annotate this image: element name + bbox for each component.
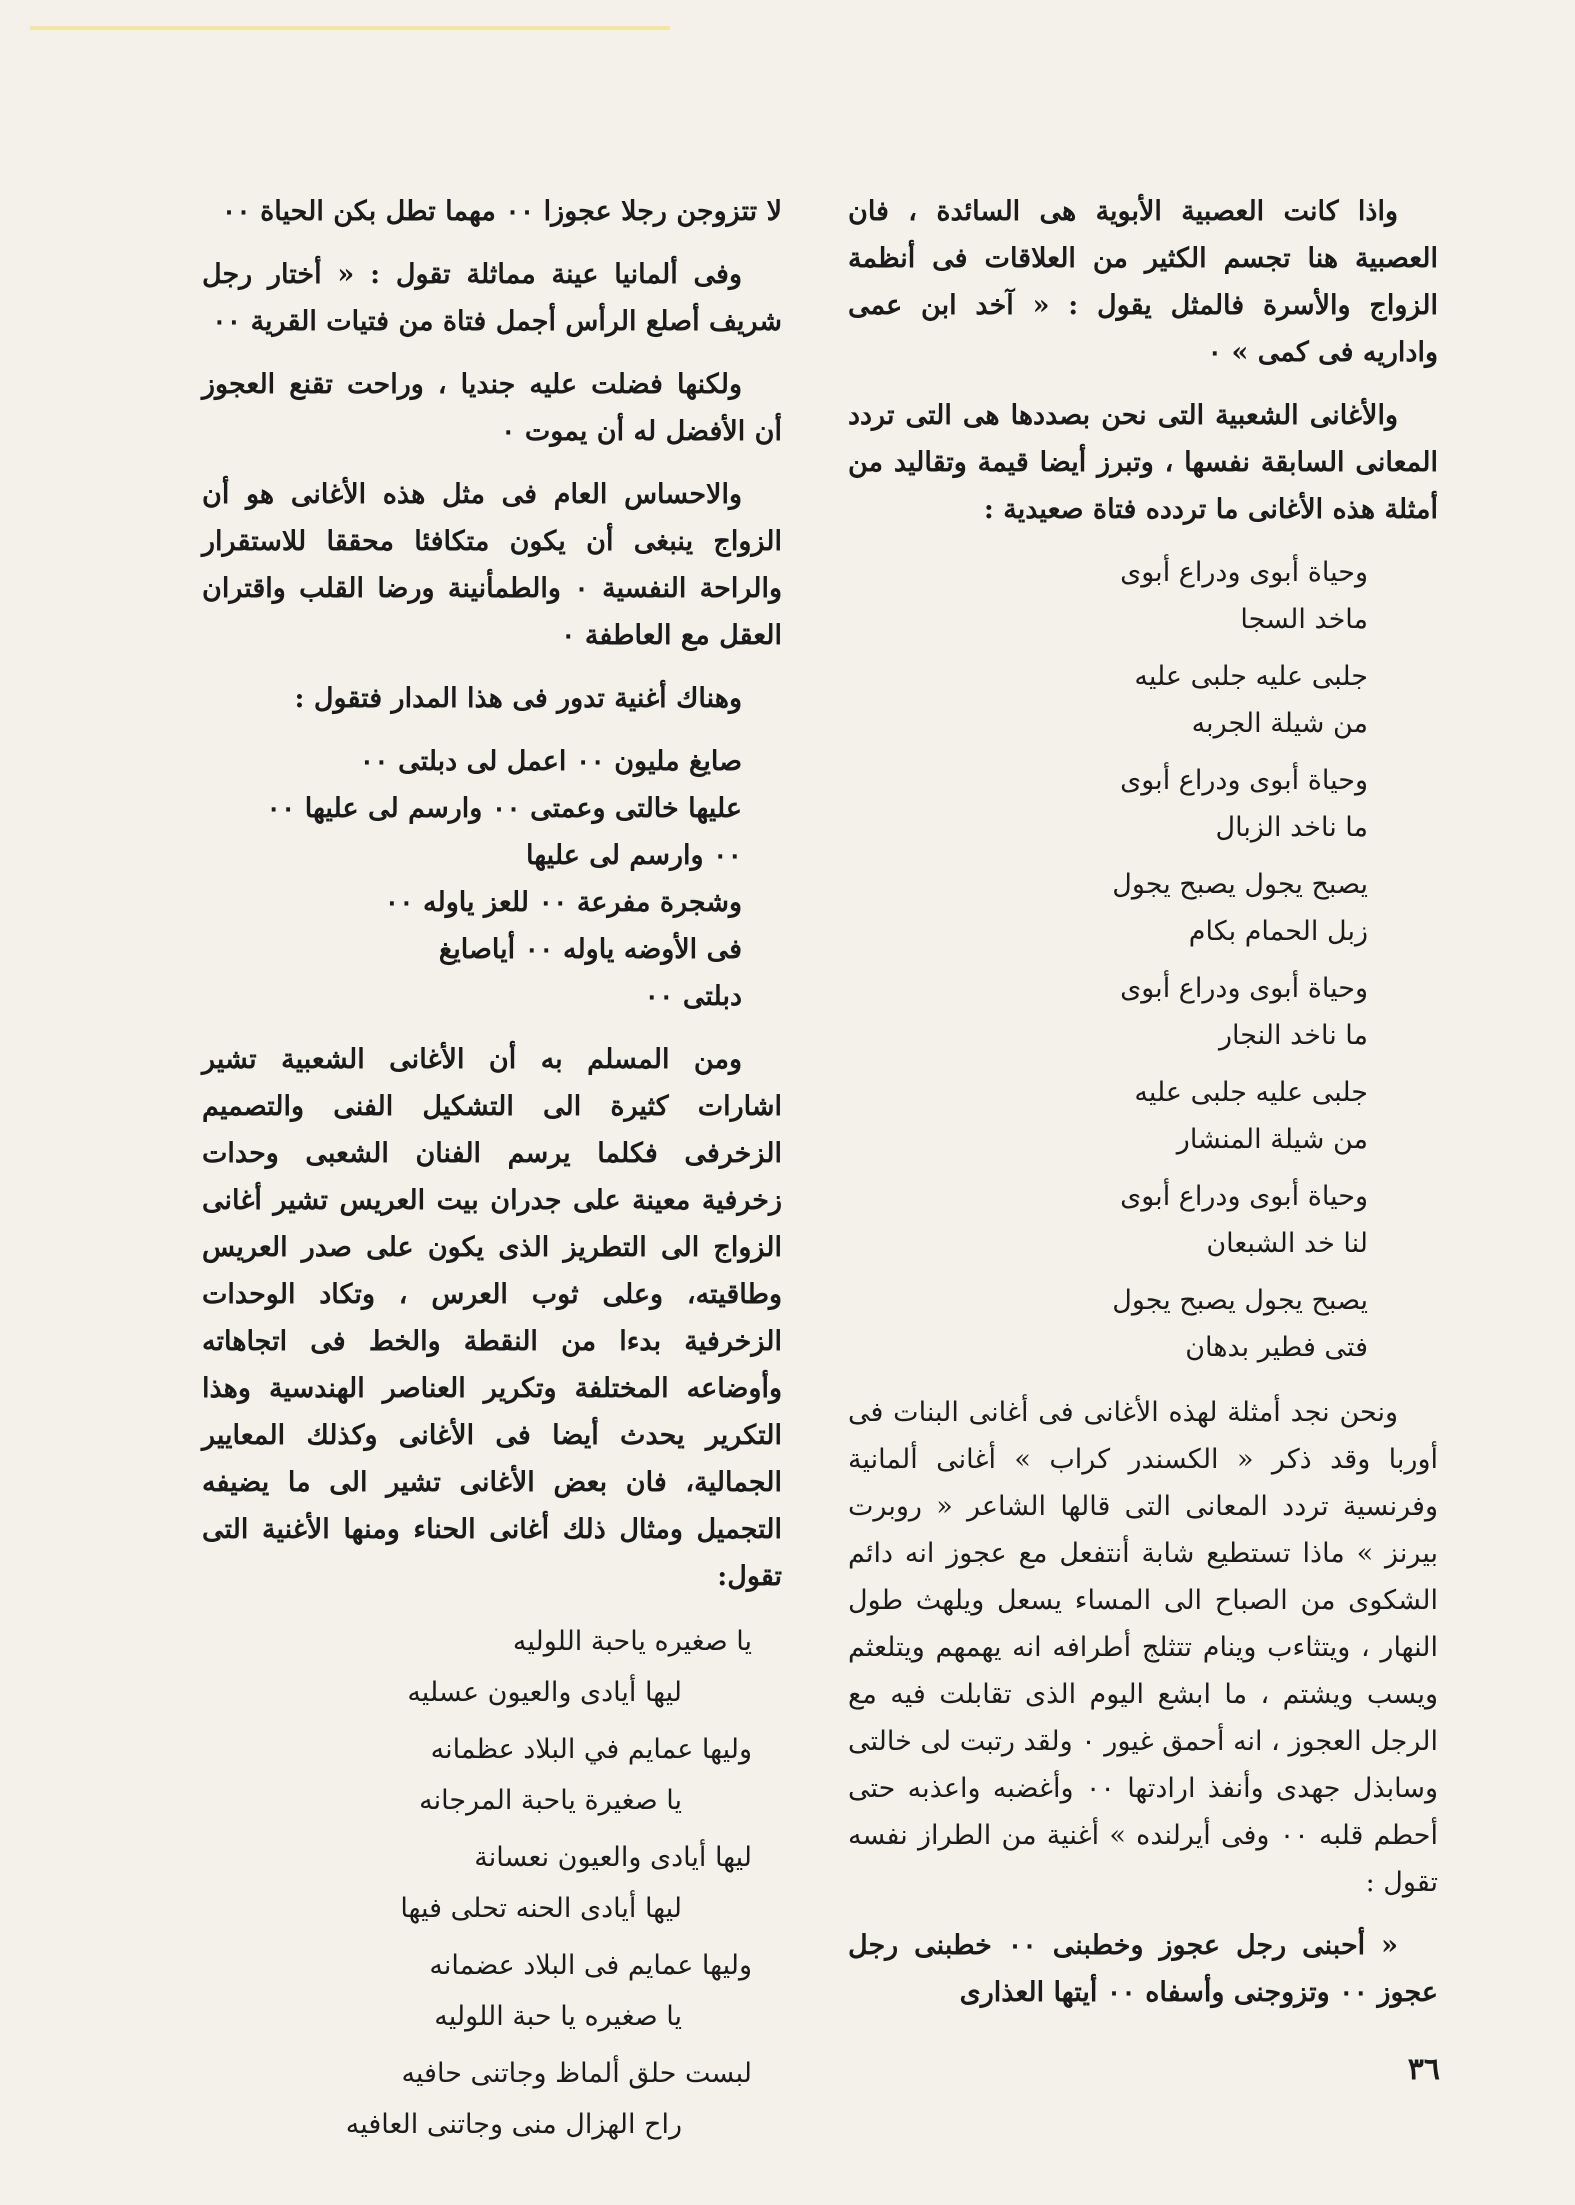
page-number: ٣٦: [1407, 2052, 1440, 2087]
song-paragraph: [202, 738, 782, 1020]
song-fragment: فى الأوضه ياوله ٠٠ أياصايغ: [438, 934, 742, 965]
song-fragment: وشجرة مفرعة ٠٠ للعز ياوله ٠٠: [384, 887, 742, 918]
verse-line: من شيلة المنشار: [1176, 1124, 1368, 1155]
paragraph: ولكنها فضلت عليه جنديا ، وراحت تقنع العجوز أن الأفضل له أن يموت ٠: [202, 369, 782, 447]
verse-line: ما ناخد الزبال: [1215, 812, 1368, 843]
paragraph: ومن المسلم به أن الأغانى الشعبية تشير اشارات كثيرة الى التشكيل الفنى والتصميم الزخرفى فكلما يرسم الفنان الشعبى وحدات زخرفية معينة على جدران بيت العريس تشير أغانى الزواج الى التطريز الذى يكون على صدر العريس وطاقيته، وعلى ثوب العرس ، وتكاد الوحدات الزخرفية بدءا من النقطة والخط فى اتجاهاته وأوضاعه المختلفة وتكرير العناصر الهندسية وهذا التكرير يحدث أيضا فى الأغانى وكذلك المعايير الجمالية، فان بعض الأغانى تشير الى ما يضيفه التجميل ومثال ذلك أغانى الحناء ومنها الأغنية التى تقول:: [202, 1044, 782, 1592]
verse-line: ماخد السجا: [1240, 604, 1368, 635]
song-fragment: ٠٠ وارسم لى عليها: [526, 840, 742, 871]
song-fragment: صايغ مليون ٠٠ اعمل لى دبلتى ٠٠: [359, 746, 742, 777]
verse-line: فتى فطير بدهان: [1185, 1332, 1368, 1363]
verse-line: يا صغيرة ياحبة المرجانه: [419, 1785, 682, 1816]
scan-edge-mark: [30, 26, 670, 30]
verse-line: وليها عمايم في البلاد عظمانه: [430, 1734, 752, 1765]
verse-line: وحياة أبوى ودراع أبوى: [1120, 973, 1368, 1004]
verse-line: يا صغيره ياحبة اللوليه: [512, 1626, 752, 1657]
verse-line: يصبح يجول يصبح يجول: [1112, 869, 1368, 900]
song-fragment: دبلتى ٠٠: [644, 981, 742, 1012]
song-verses: [848, 549, 1438, 1371]
verse-line: من شيلة الجربه: [1191, 708, 1368, 739]
verse-line: جلبى عليه جلبى عليه: [1134, 661, 1368, 692]
left-column: [202, 188, 782, 2168]
verse-line: ليها أيادى والعيون عسليه: [407, 1677, 682, 1708]
verse-line: زبل الحمام بكام: [1188, 916, 1368, 947]
paragraph: واذا كانت العصبية الأبوية هى السائدة ، فان العصبية هنا تجسم الكثير من العلاقات فى أنظمة الزواج والأسرة فالمثل يقول : « آخد ابن عمى واداريه فى كمى » ٠: [848, 196, 1438, 368]
verse-line: وحياة أبوى ودراع أبوى: [1120, 557, 1368, 588]
paragraph: ونحن نجد أمثلة لهذه الأغانى فى أغانى البنات فى أوربا وقد ذكر « الكسندر كراب » أغانى ألمانية وفرنسية تردد المعانى التى قالها الشاعر « روبرت بيرنز » ماذا تستطيع شابة أنتفعل مع عجوز انه دائم الشكوى من الصباح الى المساء يسعل ويلهث طول النهار ، ويتثاءب وينام تتثلج أطرافه انه يهمهم ويتلعثم ويسب ويشتم ، ما ابشع اليوم الذى تقابلت فيه مع الرجل العجوز ، انه أحمق غيور ٠ ولقد رتبت لى خالتى وسابذل جهدى وأنفذ ارادتها ٠٠ وأغضبه واعذبه حتى أحطم قلبه ٠٠ وفى أيرلنده » أغنية من الطراز نفسه تقول :: [848, 1397, 1438, 1898]
song-fragment: عليها خالتى وعمتى ٠٠ وارسم لى عليها ٠٠: [266, 793, 742, 824]
verse-line: يصبح يجول يصبح يجول: [1112, 1285, 1368, 1316]
verse-line: ما ناخد النجار: [1218, 1020, 1368, 1051]
verse-line: يا صغيره يا حبة اللوليه: [434, 2001, 682, 2032]
verse-line: وليها عمايم فى البلاد عضمانه: [429, 1950, 752, 1981]
right-column: [848, 188, 1438, 2032]
verse-line: ليها أيادى الحنه تحلى فيها: [400, 1893, 682, 1924]
paragraph: وفى ألمانيا عينة مماثلة تقول : « أختار رجل شريف أصلع الرأس أجمل فتاة من فتيات القرية ٠٠: [202, 259, 782, 337]
paragraph: والأغانى الشعبية التى نحن بصددها هى التى تردد المعانى السابقة نفسها ، وتبرز أيضا قيمة وتقاليد من أمثلة هذه الأغانى ما تردده فتاة صعيدية :: [848, 400, 1438, 525]
verse-line: لبست حلق ألماظ وجاتنى حافيه: [401, 2058, 752, 2089]
verse-line: ليها أيادى والعيون نعسانة: [474, 1842, 752, 1873]
verse-line: وحياة أبوى ودراع أبوى: [1120, 1181, 1368, 1212]
verse-line: راح الهزال منى وجاتنى العافيه: [345, 2109, 682, 2140]
song-verses: [202, 1616, 782, 2150]
paragraph: « أحبنى رجل عجوز وخطبنى ٠٠ خطبنى رجل عجوز ٠٠ وتزوجنى وأسفاه ٠٠ أيتها العذارى: [848, 1930, 1438, 2008]
verse-line: جلبى عليه جلبى عليه: [1134, 1077, 1368, 1108]
verse-line: لنا خد الشبعان: [1206, 1228, 1368, 1259]
verse-line: وحياة أبوى ودراع أبوى: [1120, 765, 1368, 796]
paragraph: وهناك أغنية تدور فى هذا المدار فتقول :: [294, 683, 742, 714]
paragraph: لا تتزوجن رجلا عجوزا ٠٠ مهما تطل بكن الحياة ٠٠: [221, 196, 782, 227]
paragraph: والاحساس العام فى مثل هذه الأغانى هو أن الزواج ينبغى أن يكون متكافئا محققا للاستقرار والراحة النفسية ٠ والطمأنينة ورضا القلب واقتران العقل مع العاطفة ٠: [202, 479, 782, 651]
